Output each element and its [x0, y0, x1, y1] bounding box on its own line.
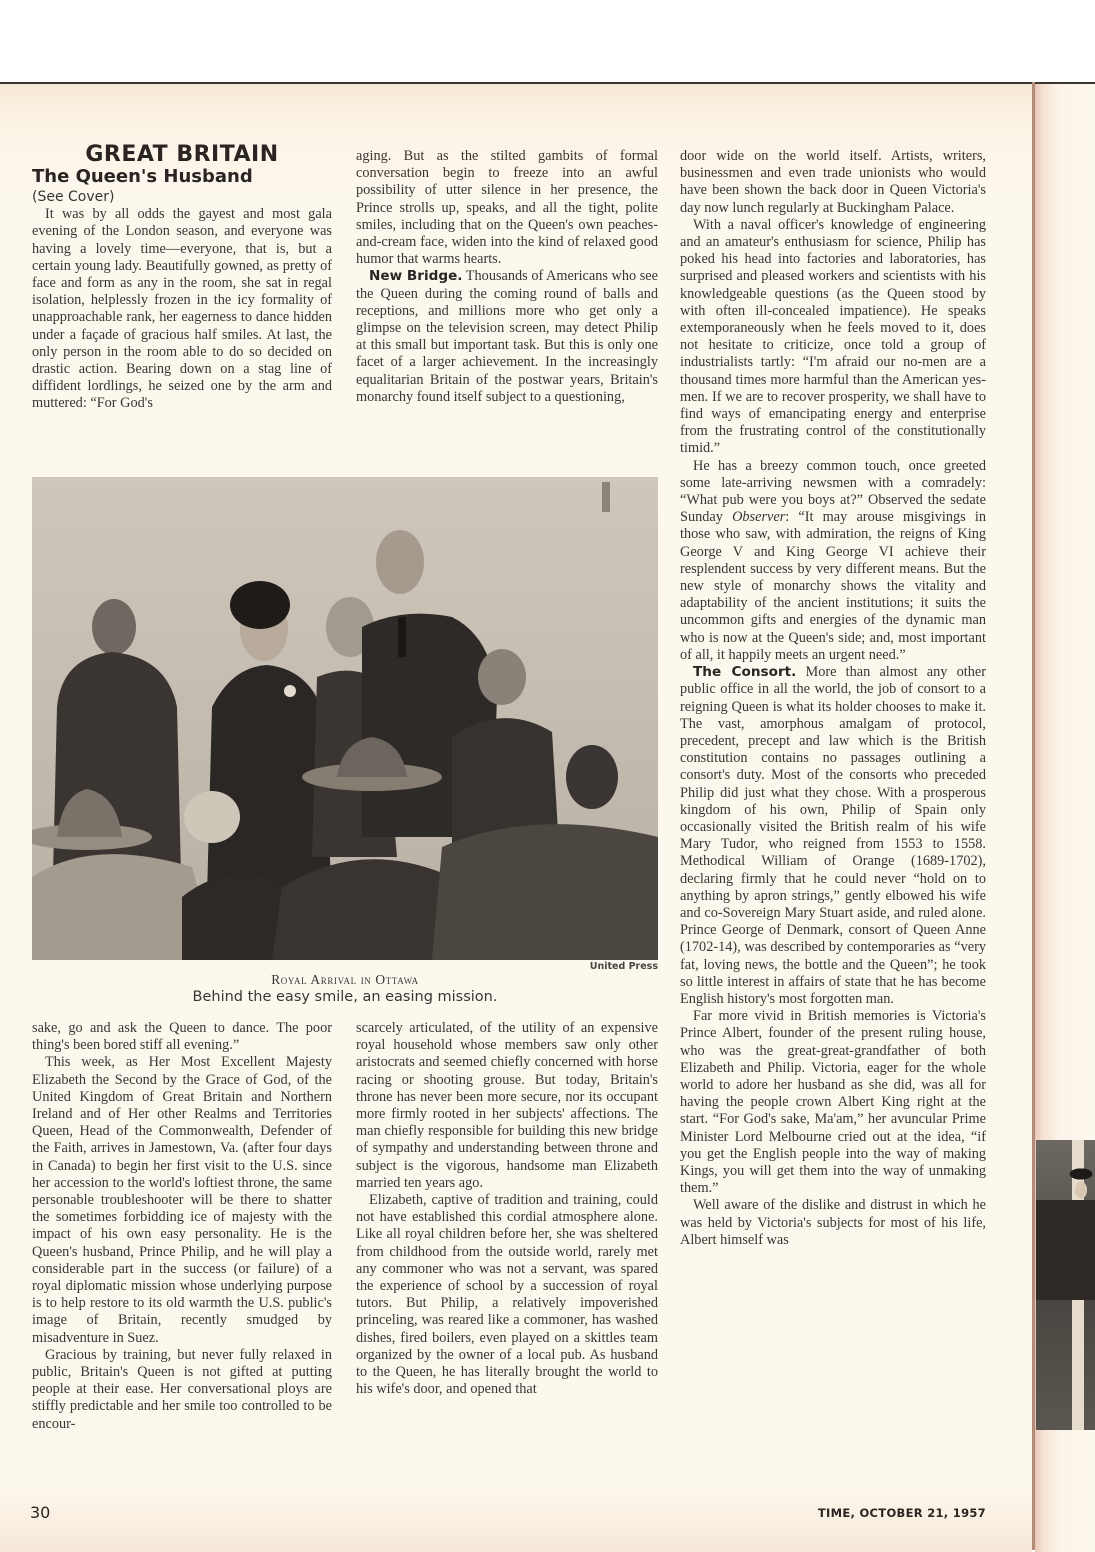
photo-figure-head	[478, 649, 526, 705]
photo-credit: United Press	[589, 961, 658, 972]
photo-caption-title: Royal Arrival in Ottawa	[271, 972, 419, 987]
photo-figure-philip-face	[376, 530, 424, 594]
see-cover-note: (See Cover)	[32, 189, 115, 206]
column-1-bottom	[32, 1020, 332, 1433]
publication-name: Observer	[732, 509, 786, 526]
paragraph: door wide on the world itself. Artists, writers, businessmen and even trade unionists who would have been shown the back door in Queen Victoria's day now lunch regularly at Buckingham Palace.	[680, 148, 986, 216]
photo-plaid-cap	[184, 791, 240, 843]
photo-figure-head	[566, 745, 618, 809]
paragraph-new-bridge	[356, 268, 658, 406]
photo-illustration	[32, 477, 658, 960]
issue-dateline: TIME, OCTOBER 21, 1957	[817, 1506, 986, 1520]
paragraph-consort	[680, 664, 986, 1008]
paragraph: aging. But as the stilted gambits of formal conversation begin to freeze into an awful possibility of utter silence in her presence, the Prince strolls up, speaks, and all the tight, polite smiles, including that on the Queen's own peaches-and-cream face, widen into the kind of relaxed good humor that warms hearts.	[356, 148, 658, 268]
paragraph: With a naval officer's knowledge of engineering and an amateur's enthusiasm for science, Philip has poked his head into factories and laboratories, has surprised and pleased workers and scientists with his knowledgeable questions (as the Queen stood by with often ill-concealed impatience). He speaks extemporaneously when he feels moved to it, does not hesitate to criticize, once told a group of industrialists tartly: “I'm afraid our no-men are a thousand times more harmful than the American yes-men. If we are to recover prosperity, we shall have to find ways of emancipating energy and enterprise from the frustrating control of the constitutionally timid.”	[680, 216, 986, 457]
paragraph-observer-quote	[680, 458, 986, 664]
article-headline: The Queen's Husband	[32, 166, 253, 188]
paragraph: It was by all odds the gayest and most gala evening of the London season, and everyone was having a lovely time—everyone, that is, but a certain young lady. Beautifully gowned, as pretty of face and form as any in the room, she sat in regal isolation, helplessly frozen in the icy formality of unapproachable rank, her eagerness to dance hidden under a façade of gracious half smiles. At last, the only person in the room able to do so decided on drastic action. Bearing down on a stag line of diffident lordlings, he seized one by the arm and muttered: “For God's	[32, 206, 332, 412]
photo-tie	[398, 617, 406, 657]
photo-corsage	[284, 685, 296, 697]
column-3	[680, 148, 986, 1249]
paragraph: Well aware of the dislike and distrust in which he was held by Victoria's subjects for most of his life, Albert himself was	[680, 1197, 986, 1248]
photo-figure-foreground	[432, 824, 658, 960]
subhead-new-bridge: New Bridge.	[369, 268, 463, 285]
paragraph-text: Thousands of Americans who see the Queen during the coming round of balls and receptions, and millions more who get only a glimpse on the television screen, may detect Philip at this small but important task. But this is only one facet of a larger achievement. In the increasingly equalitarian Britain of the postwar years, Britain's monarchy found itself subject to a questioning,	[356, 268, 658, 405]
paragraph: This week, as Her Most Excellent Majesty Elizabeth the Second by the Grace of God, of the United Kingdom of Great Britain and Northern Ireland and of Her other Realms and Territories Queen, Head of the Commonwealth, Defender of the Faith, arrives in Jamestown, Va. (after four days in Canada) to begin her first visit to the U.S. since her accession to the world's loftiest throne, the same personable troubleshooter will be there to shatter the sometimes forbidding ice of majesty with the impact of his own easy personality. He is the Queen's husband, Prince Philip, and he will play a considerable part in the success (or failure) of a royal diplomatic mission whose underlying purpose is to help restore to its old warmth the U.S. public's image of Britain, recently smudged by misadventure in Suez.	[32, 1054, 332, 1346]
column-2-top	[356, 148, 658, 406]
news-photo	[32, 477, 658, 960]
photo-figure-head	[92, 599, 136, 655]
page-number: 30	[30, 1503, 51, 1522]
paragraph: sake, go and ask the Queen to dance. The poor thing's been bored stiff all evening.”	[32, 1020, 332, 1054]
paragraph-text: More than almost any other public office in all the world, the job of consort to a reigning Queen is what its holder chooses to make it. The vast, amorphous amalgam of protocol, precedent, precept and law which is the British constitution contains no passages outlining a consort's duty. Most of the consorts who preceded Philip did just what they chose. With a prosperous kingdom of his own, Philip of Spain only occasionally visited the British realm of his wife Mary Tudor, who reigned from 1553 to 1558. Methodical William of Orange (1689-1702), declaring firmly that he could never “hold on to anything by apron strings,” gently elbowed his wife and co-Sovereign Mary Stuart aside, and ruled alone. Prince George of Denmark, consort of Queen Anne (1702-14), was described by contemporaries as “very fat, loving news, the bottle and the Queen”; he took so little interest in affairs of state that he has become English history's most forgotten man.	[680, 664, 986, 1007]
subhead-the-consort: The Consort.	[693, 664, 797, 681]
photo-figure-queen-hat	[230, 581, 290, 629]
photo-caption-subtitle: Behind the easy smile, an easing mission.	[192, 989, 498, 1005]
paragraph: Gracious by training, but never fully relaxed in public, Britain's Queen is not gifted at putting people at their ease. Her conversational ploys are stiffly predictable and her smile too controlled to be encour-	[32, 1346, 332, 1432]
facing-page-portrait-image	[1036, 1140, 1095, 1430]
paragraph-text: He has a breezy common touch, once greeted some late-arriving newsmen with a comradely: “What pub were you boys at?” Observed the sedate Sunday	[680, 457, 986, 526]
paragraph: Far more vivid in British memories is Victoria's Prince Albert, founder of the present ruling house, who was the great-great-grandfather of both Elizabeth and Philip. Victoria, eager for the whole world to adore her husband as she did, was all for having the people crown Albert King right at the start. “For God's sake, Ma'am,” her avuncular Prime Minister Lord Melbourne cried out at the idea, “if you get the English people into the way of making Kings, you will get them into the way of unmaking them.”	[680, 1008, 986, 1197]
column-1-top	[32, 142, 332, 413]
paragraph: Elizabeth, captive of tradition and training, could not have established this cordial atmosphere alone. Like all royal children before her, she was sheltered from childhood from the outside world, rarely met any commoner who was not a servant, was spared the experience of school by a succession of royal tutors. But Philip, a relatively impoverished princeling, was reared like a commoner, has washed dishes, fired boilers, even played on a skittles team organized by the owner of a local pub. As husband to the Queen, he has literally brought the world to his wife's door, and opened that	[356, 1192, 658, 1398]
paragraph-text: : “It may arouse misgivings in those who saw, with admiration, the reigns of King George V and King George VI achieve their resplendent success by very different means. But the new style of monarchy shows the vitality and adaptability of the ancient institutions; it suits the uncommon gifts and energies of the dynamic man who is now at the Queen's side; and, most important of all, it happily meets an urgent need.”	[680, 509, 987, 663]
photo-pole	[602, 482, 610, 512]
section-title: GREAT BRITAIN	[85, 142, 279, 167]
paragraph: scarcely articulated, of the utility of an expensive royal household whose members saw only other aristocrats and seemed chiefly concerned with horse racing or shooting grouse. But today, Britain's throne has never been more secure, nor its occupant more firmly rooted in her subjects' affections. The man chiefly responsible for building this new bridge of sympathy and understanding between throne and subject is the vigorous, handsome man Elizabeth married ten years ago.	[356, 1020, 658, 1191]
column-2-bottom	[356, 1020, 658, 1398]
